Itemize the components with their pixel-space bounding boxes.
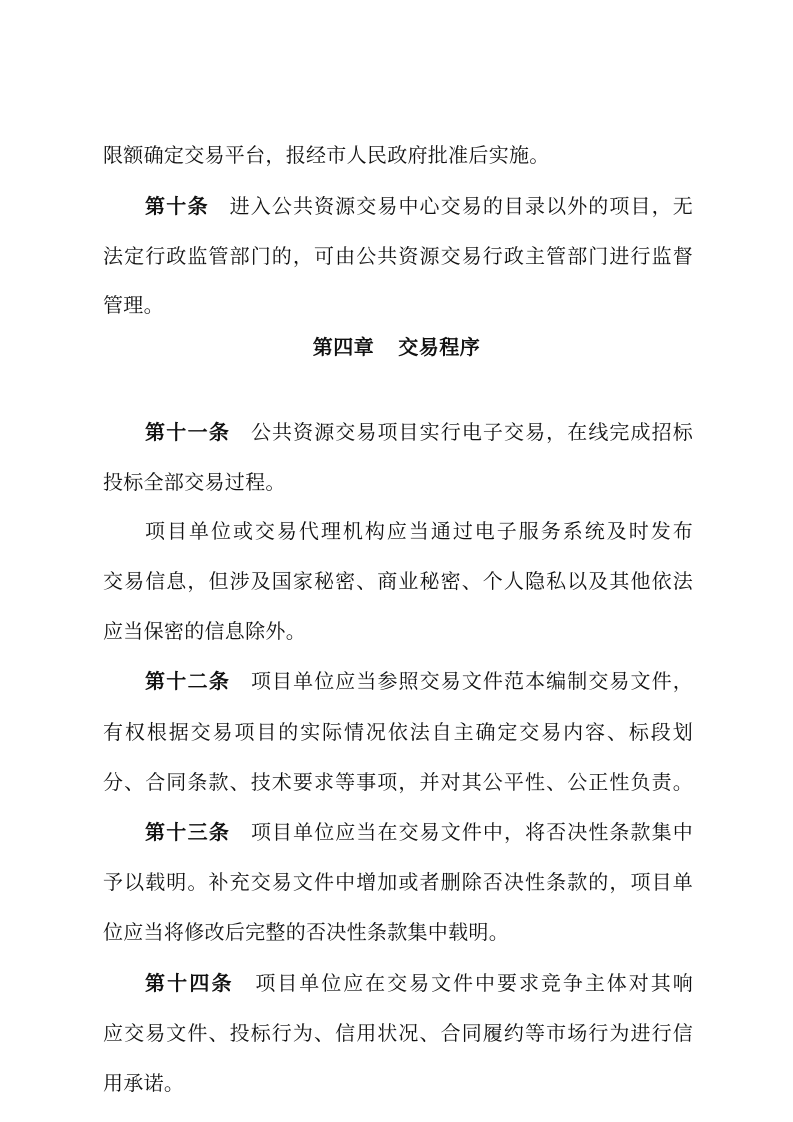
article-12-label: 第十二条 <box>145 669 231 693</box>
paragraph-line-1 <box>145 519 693 543</box>
text-line-content: 交易信息，但涉及国家秘密、商业秘密、个人隐私以及其他依法 <box>103 569 693 593</box>
article-11-text: 公共资源交易项目实行电子交易，在线完成招标 <box>250 420 693 444</box>
article-14-line-2 <box>103 1021 693 1045</box>
text-line-content: 项目单位或交易代理机构应当通过电子服务系统及时发布 <box>145 519 693 543</box>
article-10-line-3 <box>103 293 693 317</box>
chapter-heading <box>0 335 793 359</box>
text-line-content: 有权根据交易项目的实际情况依法自主确定交易内容、标段划 <box>103 720 693 744</box>
text-line-content: 应当保密的信息除外。 <box>103 619 306 643</box>
chapter-title: 交易程序 <box>398 335 481 359</box>
article-13-line-2 <box>103 870 693 894</box>
chapter-number: 第四章 <box>312 335 375 359</box>
text-line-content: 投标全部交易过程。 <box>103 470 286 494</box>
article-11-line-2 <box>103 470 693 494</box>
article-10-text: 进入公共资源交易中心交易的目录以外的项目，无 <box>228 194 693 218</box>
article-12-line-3 <box>103 770 693 794</box>
paragraph-line-3 <box>103 619 693 643</box>
article-13-text: 项目单位应当在交易文件中，将否决性条款集中 <box>250 820 693 844</box>
article-12-text: 项目单位应当参照交易文件范本编制交易文件， <box>250 669 693 693</box>
article-10-label: 第十条 <box>145 194 209 218</box>
article-14-label: 第十四条 <box>145 971 234 995</box>
text-line-content: 予以载明。补充交易文件中增加或者删除否决性条款的，项目单 <box>103 870 693 894</box>
article-13-label: 第十三条 <box>145 820 231 844</box>
text-line-content: 应交易文件、投标行为、信用状况、合同履约等市场行为进行信 <box>103 1021 693 1045</box>
text-line-content: 管理。 <box>103 293 164 317</box>
text-line-content: 限额确定交易平台，报经市人民政府批准后实施。 <box>103 143 550 167</box>
article-14-line-3 <box>103 1071 693 1095</box>
text-line-content: 位应当将修改后完整的否决性条款集中载明。 <box>103 920 509 944</box>
text-line-content: 用承诺。 <box>103 1071 185 1095</box>
article-11-label: 第十一条 <box>145 420 231 444</box>
article-13-line-1 <box>145 820 693 844</box>
article-10-line-2 <box>103 244 693 268</box>
article-14-line-1 <box>145 971 693 995</box>
article-12-line-1 <box>145 669 693 693</box>
article-12-line-2 <box>103 720 693 744</box>
article-14-text: 项目单位应在交易文件中要求竞争主体对其响 <box>253 971 694 995</box>
text-line <box>103 143 693 167</box>
text-line-content: 法定行政监管部门的，可由公共资源交易行政主管部门进行监督 <box>103 244 693 268</box>
article-10-line-1 <box>145 194 693 218</box>
text-line-content: 分、合同条款、技术要求等事项，并对其公平性、公正性负责。 <box>103 770 693 794</box>
article-11-line-1 <box>145 420 693 444</box>
paragraph-line-2 <box>103 569 693 593</box>
article-13-line-3 <box>103 920 693 944</box>
